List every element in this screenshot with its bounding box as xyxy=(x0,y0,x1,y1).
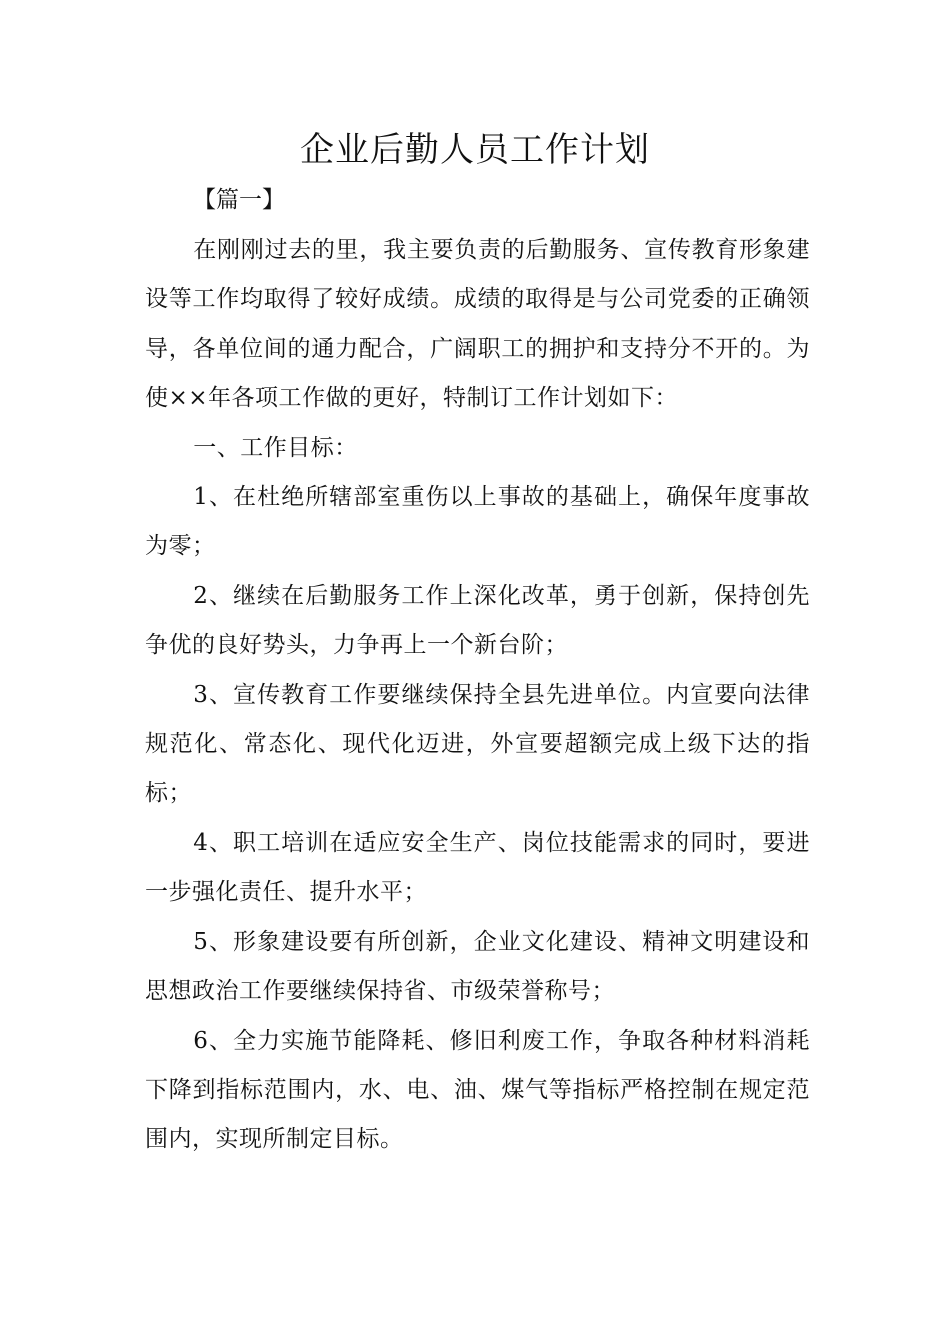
section-heading-goals: 一、工作目标： xyxy=(193,434,358,461)
goal-item-6: 6、全力实施节能降耗、修旧利废工作，争取各种材料消耗下降到指标范围内，水、电、油、煤气等指标严格控制在规定范围内，实现所制定目标。 xyxy=(145,1027,810,1153)
goal-item-5: 5、形象建设要有所创新，企业文化建设、精神文明建设和思想政治工作要继续保持省、市级荣誉称号； xyxy=(145,928,810,1005)
section-label: 【篇一】 xyxy=(193,187,285,213)
goal-item-4: 4、职工培训在适应安全生产、岗位技能需求的同时，要进一步强化责任、提升水平； xyxy=(145,829,810,906)
document-body xyxy=(145,226,810,1165)
intro-paragraph: 在刚刚过去的里，我主要负责的后勤服务、宣传教育形象建设等工作均取得了较好成绩。成绩的取得是与公司党委的正确领导，各单位间的通力配合，广阔职工的拥护和支持分不开的。为使××年各项工作做的更好，特制订工作计划如下： xyxy=(145,237,810,412)
goal-item-3: 3、宣传教育工作要继续保持全县先进单位。内宣要向法律规范化、常态化、现代化迈进，外宣要超额完成上级下达的指标； xyxy=(145,681,810,807)
goal-item-2: 2、继续在后勤服务工作上深化改革，勇于创新，保持创先争优的良好势头，力争再上一个新台阶； xyxy=(145,582,810,659)
document-title: 企业后勤人员工作计划 xyxy=(300,130,650,170)
goal-item-1: 1、在杜绝所辖部室重伤以上事故的基础上，确保年度事故为零； xyxy=(145,484,810,560)
